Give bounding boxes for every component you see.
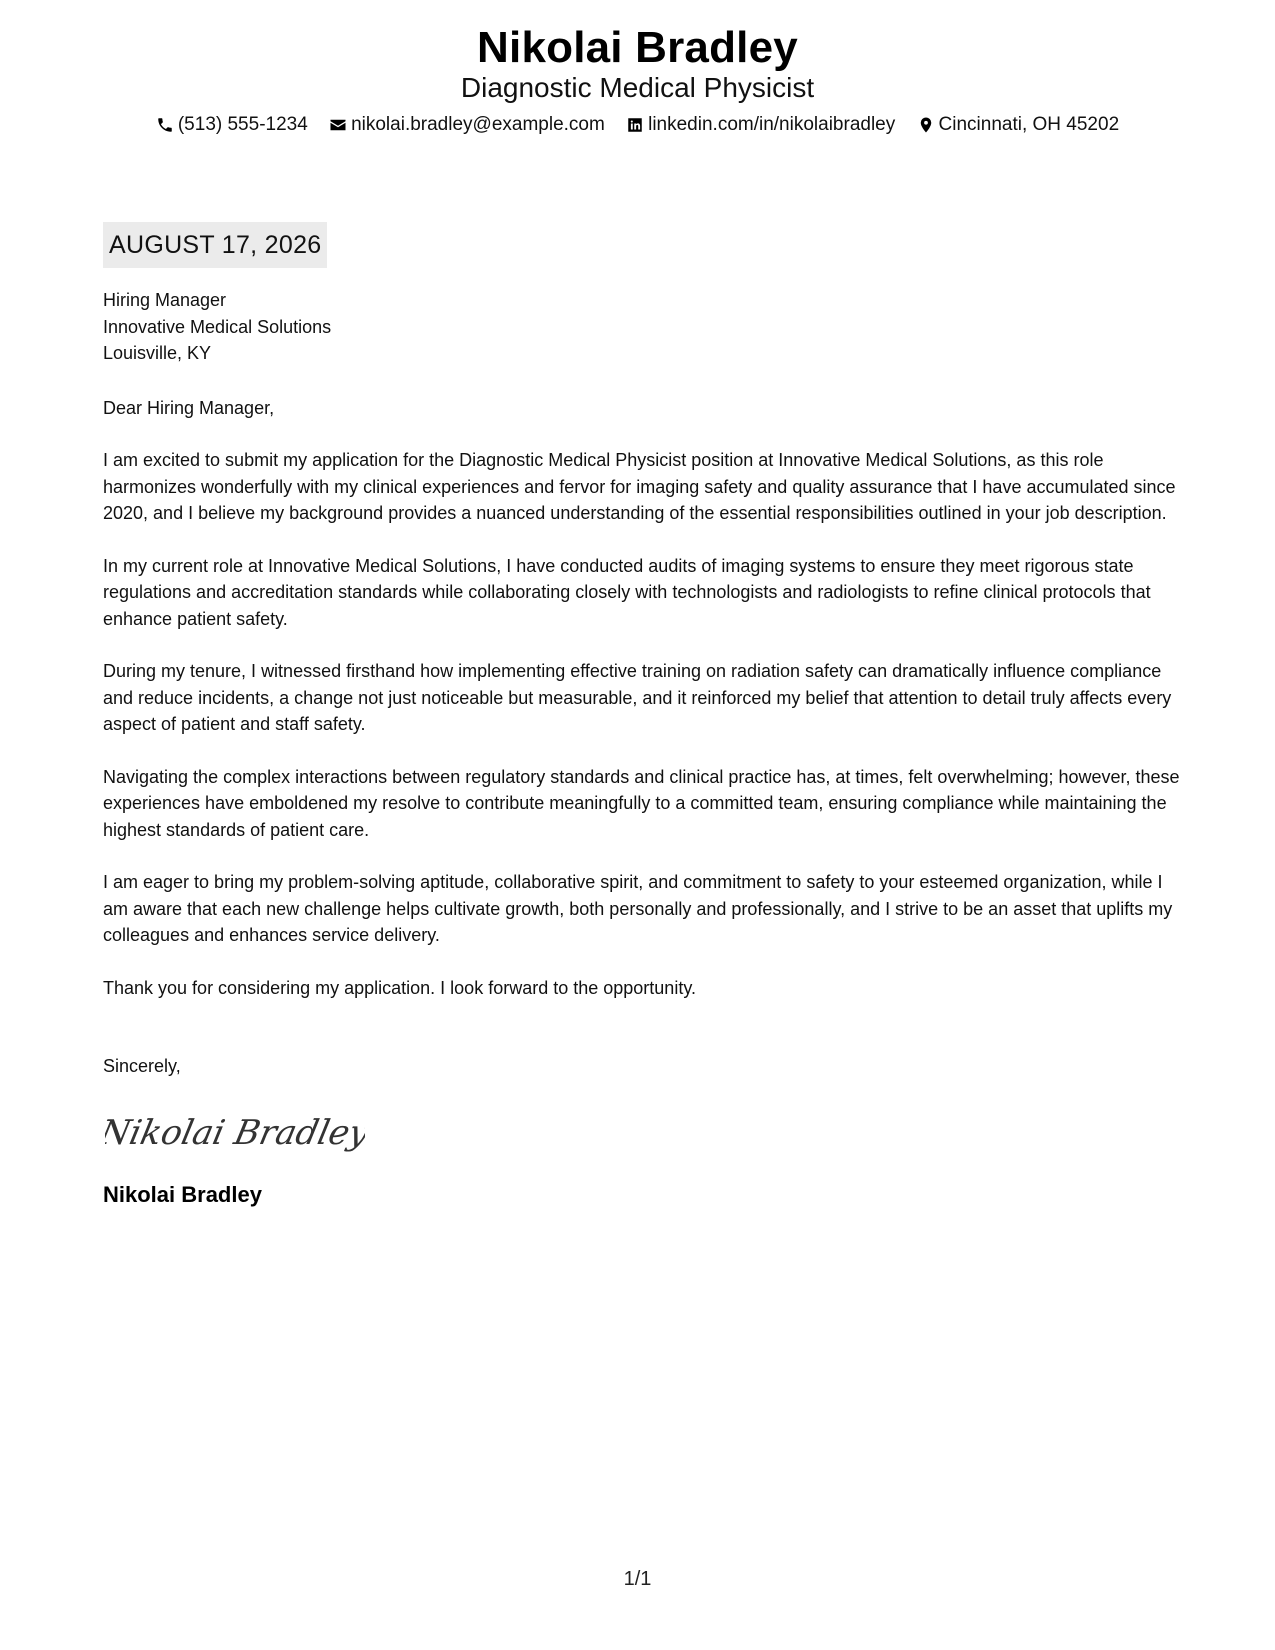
location-text: Cincinnati, OH 45202 [938,114,1120,135]
letter-body [103,287,1183,1208]
paragraph: I am excited to submit my application for the Diagnostic Medical Physicist position at Innovative Medical Solutions, as this role harmonizes wonderfully with my clinical experiences and fervor for imaging safety and quality assurance that I have accumulated since 2020, and I believe my background provides a nuanced understanding of the essential responsibilities outlined in your job description. [103,450,1176,523]
signer-name: Nikolai Bradley [103,1181,262,1207]
contact-location [917,112,1120,138]
recipient-line: Louisville, KY [103,343,212,363]
recipient-block [103,287,1183,367]
envelope-icon [329,116,347,134]
phone-icon [156,116,174,134]
map-pin-icon [917,116,935,134]
contact-email[interactable] [329,112,605,138]
page-number: 1/1 [623,1568,652,1590]
paragraph: During my tenure, I witnessed firsthand how implementing effective training on radiation safety can dramatically influence compliance and reduce incidents, a change not just noticeable but measurable, and it reinforced my belief that attention to detail truly affects every aspect of patient and staff safety. [103,661,1172,734]
job-title: Diagnostic Medical Physicist [460,72,815,103]
linkedin-text: linkedin.com/in/nikolaibradley [648,114,896,135]
linkedin-icon [626,116,644,134]
letter-date: AUGUST 17, 2026 [103,222,327,268]
applicant-name: Nikolai Bradley [477,23,798,72]
email-text: nikolai.bradley@example.com [351,114,605,135]
salutation: Dear Hiring Manager, [103,397,275,418]
closing: Sincerely, [103,1056,181,1076]
paragraph: In my current role at Innovative Medical Solutions, I have conducted audits of imaging systems to ensure they meet rigorous state regulations and accreditation standards while collaborating closely with technologists and radiologists to refine clinical protocols that enhance patient safety. [103,555,1151,629]
contact-phone [156,112,308,138]
recipient-line: Innovative Medical Solutions [103,316,332,337]
recipient-line: Hiring Manager [103,290,227,310]
contact-bar [0,112,1275,142]
contact-linkedin[interactable] [626,112,895,138]
signature-drawing [105,1102,365,1162]
paragraph: I am eager to bring my problem-solving aptitude, collaborative spirit, and commitment to safety to your esteemed organization, while I am aware that each new challenge helps cultivate growth, both personally and professionally, and I strive to be an asset that uplifts my colleagues and enhances service delivery. [103,872,1173,945]
signature-text: Nikolai Bradley [105,1112,365,1153]
paragraph: Navigating the complex interactions between regulatory standards and clinical practice has, at times, felt overwhelming; however, these experiences have emboldened my resolve to contribute meaningfully to a committed team, ensuring compliance while maintaining the highest standards of patient care. [103,766,1180,840]
paragraph: Thank you for considering my application. I look forward to the opportunity. [103,977,696,998]
phone-text: (513) 555-1234 [177,114,308,135]
handwritten-signature [105,1102,1183,1162]
